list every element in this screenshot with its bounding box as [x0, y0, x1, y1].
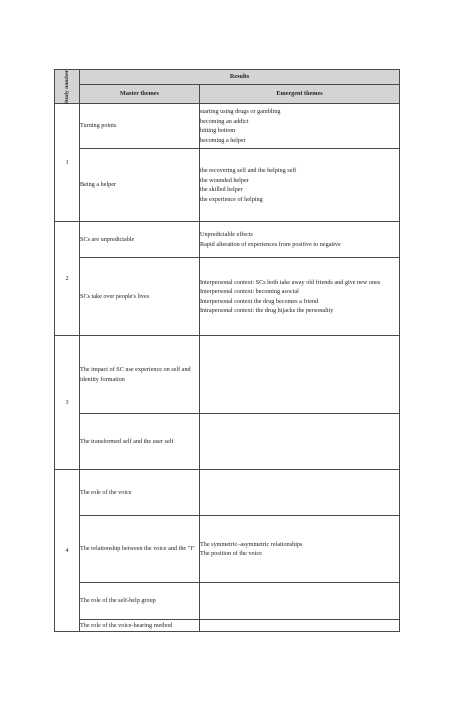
emergent-theme-line: The position of the voice — [200, 550, 262, 557]
table-row — [55, 336, 400, 414]
emergent-themes-cell — [200, 149, 400, 222]
emergent-themes-header: Emergent themes — [200, 85, 400, 104]
results-body — [55, 104, 400, 632]
table-row — [55, 222, 400, 258]
emergent-theme-line: hitting bottom — [200, 127, 236, 134]
emergent-themes-cell — [200, 620, 400, 632]
emergent-themes-cell — [200, 336, 400, 414]
emergent-theme-line: the skilled helper — [200, 186, 243, 193]
study-number-cell: 3 — [55, 336, 80, 470]
study-number-cell: 4 — [55, 470, 80, 632]
master-theme-cell: The relationship between the voice and the "I" — [80, 516, 200, 583]
emergent-theme-line: Interpersonal context: becoming asocial — [200, 288, 299, 295]
emergent-themes-cell — [200, 470, 400, 516]
table-row — [55, 258, 400, 336]
emergent-theme-line: becoming a helper — [200, 136, 246, 144]
table-row — [55, 583, 400, 620]
master-theme-cell: The transformed self and the user self — [80, 414, 200, 470]
emergent-themes-cell — [200, 104, 400, 149]
master-theme-cell: SCs are unpredictable — [80, 222, 200, 258]
emergent-themes-cell — [200, 583, 400, 620]
study-number-header — [55, 70, 80, 104]
emergent-theme-line: the wounded helper — [200, 176, 249, 184]
table-row — [55, 104, 400, 149]
emergent-theme-line: Rapid alteration of experiences from positive to negative — [200, 240, 341, 248]
master-theme-cell: Turning points — [80, 104, 200, 149]
table-row — [55, 149, 400, 222]
master-theme-cell: The impact of SC use experience on self and identity formation — [80, 336, 200, 414]
emergent-theme-line: starting using drugs or gambling — [200, 108, 281, 115]
table-row — [55, 620, 400, 632]
results-header: Results — [80, 70, 400, 85]
table-row — [55, 516, 400, 583]
master-theme-cell: The role of the voice-hearing method — [80, 620, 200, 632]
emergent-theme-line: The symmetric–asymmetric relationships — [200, 540, 303, 548]
emergent-theme-line: Unpredictable effects — [200, 231, 253, 238]
emergent-themes-cell — [200, 258, 400, 336]
emergent-theme-line: Interpersonal context: SCs both take away old friends and give new ones — [200, 278, 381, 286]
master-theme-cell: Being a helper — [80, 149, 200, 222]
master-theme-cell: SCs take over people's lives — [80, 258, 200, 336]
emergent-theme-line: the experience of helping — [200, 195, 263, 203]
emergent-themes-cell — [200, 414, 400, 470]
study-number-cell: 2 — [55, 222, 80, 336]
study-number-cell: 1 — [55, 104, 80, 222]
table-row — [55, 470, 400, 516]
master-themes-header: Master themes — [80, 85, 200, 104]
emergent-theme-line: becoming an addict — [200, 117, 249, 125]
emergent-themes-cell — [200, 222, 400, 258]
emergent-theme-line: Intrapersonal context: the drug hijacks the personality — [200, 307, 334, 314]
study-number-label: Study number — [63, 69, 70, 104]
table-row — [55, 414, 400, 470]
results-table — [54, 69, 400, 632]
master-theme-cell: The role of the voice — [80, 470, 200, 516]
emergent-theme-line: Interpersonal context the drug becomes a friend — [200, 297, 319, 305]
master-theme-cell: The role of the self-help group — [80, 583, 200, 620]
emergent-themes-cell — [200, 516, 400, 583]
emergent-theme-line: the recovering self and the helping self — [200, 167, 297, 174]
